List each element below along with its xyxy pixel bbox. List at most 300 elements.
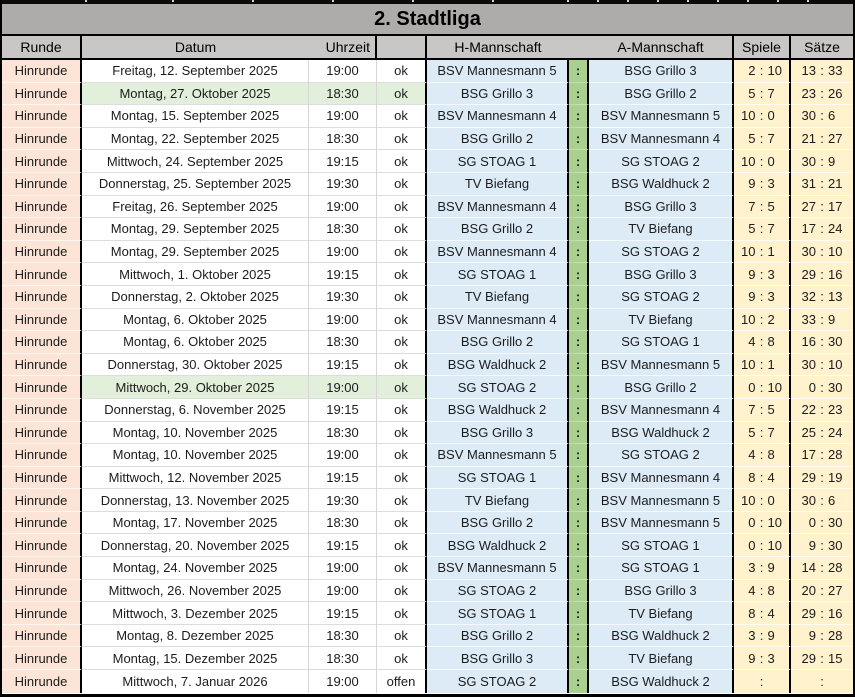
- round-cell[interactable]: Hinrunde: [2, 105, 82, 128]
- separator-cell[interactable]: :: [569, 263, 589, 286]
- sets-colon: :: [820, 492, 824, 508]
- status-cell[interactable]: ok: [377, 105, 427, 128]
- home-team-cell[interactable]: TV Biefang: [427, 173, 569, 196]
- time-cell[interactable]: 19:30: [309, 286, 377, 309]
- sets-score-cell[interactable]: [791, 647, 853, 670]
- games-colon: :: [759, 650, 764, 666]
- time-cell[interactable]: 18:30: [309, 128, 377, 151]
- home-team-cell[interactable]: SG STOAG 1: [427, 467, 569, 490]
- home-team-cell[interactable]: BSV Mannesmann 4: [427, 241, 569, 264]
- separator-cell[interactable]: :: [569, 150, 589, 173]
- status-cell[interactable]: ok: [377, 625, 427, 648]
- sets-score-cell[interactable]: [791, 83, 853, 106]
- games-score-cell[interactable]: [734, 670, 791, 693]
- home-team-cell[interactable]: BSG Grillo 3: [427, 422, 569, 445]
- games-score-cell[interactable]: [734, 331, 791, 354]
- away-team-cell[interactable]: BSV Mannesmann 4: [589, 128, 734, 151]
- sets-score-cell[interactable]: [791, 150, 853, 173]
- round-cell[interactable]: Hinrunde: [2, 557, 82, 580]
- home-team-cell[interactable]: SG STOAG 2: [427, 376, 569, 399]
- away-team-cell[interactable]: SG STOAG 1: [589, 534, 734, 557]
- sets-score-cell[interactable]: [791, 128, 853, 151]
- separator-cell[interactable]: :: [569, 670, 589, 693]
- time-cell[interactable]: 19:00: [309, 60, 377, 83]
- round-cell[interactable]: Hinrunde: [2, 196, 82, 219]
- status-cell[interactable]: ok: [377, 196, 427, 219]
- games-home: 9: [748, 289, 756, 305]
- time-cell[interactable]: 19:00: [309, 376, 377, 399]
- date-cell[interactable]: Montag, 6. Oktober 2025: [82, 331, 309, 354]
- sets-score-cell[interactable]: [791, 376, 853, 399]
- date-cell[interactable]: Montag, 22. September 2025: [82, 128, 309, 151]
- round-cell[interactable]: Hinrunde: [2, 150, 82, 173]
- home-team-cell[interactable]: BSG Waldhuck 2: [427, 354, 569, 377]
- away-team-cell[interactable]: BSV Mannesmann 5: [589, 489, 734, 512]
- games-colon: :: [759, 198, 764, 214]
- sets-score-cell[interactable]: [791, 512, 853, 535]
- date-cell[interactable]: Montag, 17. November 2025: [82, 512, 309, 535]
- round-cell[interactable]: Hinrunde: [2, 512, 82, 535]
- round-cell[interactable]: Hinrunde: [2, 422, 82, 445]
- date-cell[interactable]: Mittwoch, 12. November 2025: [82, 467, 309, 490]
- home-team-cell[interactable]: TV Biefang: [427, 489, 569, 512]
- round-cell[interactable]: Hinrunde: [2, 580, 82, 603]
- separator-cell[interactable]: :: [569, 196, 589, 219]
- sets-score-cell[interactable]: [791, 489, 853, 512]
- round-cell[interactable]: Hinrunde: [2, 60, 82, 83]
- time-cell[interactable]: 19:15: [309, 534, 377, 557]
- home-team-cell[interactable]: SG STOAG 2: [427, 580, 569, 603]
- sets-score: [791, 380, 853, 395]
- date-cell[interactable]: Donnerstag, 6. November 2025: [82, 399, 309, 422]
- games-away: 4: [767, 469, 775, 485]
- games-score-cell[interactable]: [734, 422, 791, 445]
- status-cell[interactable]: offen: [377, 670, 427, 693]
- away-team-cell[interactable]: SG STOAG 1: [589, 331, 734, 354]
- time-cell[interactable]: 19:00: [309, 309, 377, 332]
- games-score-cell[interactable]: [734, 286, 791, 309]
- separator-cell[interactable]: :: [569, 128, 589, 151]
- sets-score-cell[interactable]: [791, 399, 853, 422]
- round-cell[interactable]: Hinrunde: [2, 241, 82, 264]
- sets-score-cell[interactable]: [791, 444, 853, 467]
- sets-score-cell[interactable]: [791, 241, 853, 264]
- separator-cell[interactable]: :: [569, 512, 589, 535]
- date-cell[interactable]: Freitag, 26. September 2025: [82, 196, 309, 219]
- away-team-cell[interactable]: BSG Grillo 3: [589, 580, 734, 603]
- games-colon: :: [759, 379, 764, 395]
- status-cell[interactable]: ok: [377, 647, 427, 670]
- games-score: [734, 651, 789, 666]
- away-team-cell[interactable]: SG STOAG 2: [589, 150, 734, 173]
- home-team-cell[interactable]: BSV Mannesmann 5: [427, 444, 569, 467]
- column-header-datum[interactable]: Datum: [174, 39, 217, 55]
- home-team-cell[interactable]: TV Biefang: [427, 286, 569, 309]
- sets-score: [791, 176, 853, 191]
- games-home: 8: [748, 469, 756, 485]
- separator-cell[interactable]: :: [569, 602, 589, 625]
- games-colon: :: [759, 537, 764, 553]
- sets-score-cell[interactable]: [791, 218, 853, 241]
- time-cell[interactable]: 18:30: [309, 512, 377, 535]
- date-cell[interactable]: Montag, 29. September 2025: [82, 218, 309, 241]
- date-cell[interactable]: Donnerstag, 13. November 2025: [82, 489, 309, 512]
- status-cell[interactable]: ok: [377, 263, 427, 286]
- games-away: 5: [767, 402, 775, 418]
- sets-score: [791, 334, 853, 349]
- round-cell[interactable]: Hinrunde: [2, 602, 82, 625]
- separator-cell[interactable]: :: [569, 218, 589, 241]
- time-cell[interactable]: 19:15: [309, 354, 377, 377]
- away-team-cell[interactable]: BSG Waldhuck 2: [589, 173, 734, 196]
- time-cell[interactable]: 18:30: [309, 647, 377, 670]
- date-cell[interactable]: Freitag, 12. September 2025: [82, 60, 309, 83]
- separator-cell[interactable]: :: [569, 422, 589, 445]
- home-team-cell[interactable]: SG STOAG 1: [427, 263, 569, 286]
- status-cell[interactable]: ok: [377, 444, 427, 467]
- games-score-cell[interactable]: [734, 399, 791, 422]
- round-cell[interactable]: Hinrunde: [2, 286, 82, 309]
- status-cell[interactable]: ok: [377, 489, 427, 512]
- away-team-cell[interactable]: TV Biefang: [589, 602, 734, 625]
- games-score-cell[interactable]: [734, 376, 791, 399]
- separator-cell[interactable]: :: [569, 580, 589, 603]
- sets-score-cell[interactable]: [791, 286, 853, 309]
- sets-score-cell[interactable]: [791, 309, 853, 332]
- games-score-cell[interactable]: [734, 263, 791, 286]
- column-header-saetze[interactable]: Sätze: [804, 39, 840, 55]
- round-cell[interactable]: Hinrunde: [2, 263, 82, 286]
- separator-cell[interactable]: :: [569, 489, 589, 512]
- round-cell[interactable]: Hinrunde: [2, 647, 82, 670]
- status-cell[interactable]: ok: [377, 150, 427, 173]
- sets-score-cell[interactable]: [791, 354, 853, 377]
- sets-score-cell[interactable]: [791, 105, 853, 128]
- separator-cell[interactable]: :: [569, 286, 589, 309]
- date-cell[interactable]: Donnerstag, 2. Oktober 2025: [82, 286, 309, 309]
- games-score-cell[interactable]: [734, 580, 791, 603]
- round-cell[interactable]: Hinrunde: [2, 128, 82, 151]
- time-cell[interactable]: 19:00: [309, 196, 377, 219]
- status-cell[interactable]: ok: [377, 354, 427, 377]
- status-cell[interactable]: ok: [377, 602, 427, 625]
- time-cell[interactable]: 19:15: [309, 263, 377, 286]
- away-team-cell[interactable]: BSG Grillo 2: [589, 83, 734, 106]
- separator-cell[interactable]: :: [569, 173, 589, 196]
- sets-score-cell[interactable]: [791, 670, 853, 693]
- away-team-cell[interactable]: SG STOAG 2: [589, 286, 734, 309]
- date-cell[interactable]: Mittwoch, 24. September 2025: [82, 150, 309, 173]
- away-team-cell[interactable]: BSV Mannesmann 5: [589, 354, 734, 377]
- away-team-cell[interactable]: TV Biefang: [589, 647, 734, 670]
- sets-score-cell[interactable]: [791, 467, 853, 490]
- games-home: 3: [748, 628, 756, 644]
- games-score-cell[interactable]: [734, 354, 791, 377]
- away-team-cell[interactable]: BSG Grillo 3: [589, 263, 734, 286]
- away-team-cell[interactable]: BSV Mannesmann 4: [589, 467, 734, 490]
- away-team-cell[interactable]: TV Biefang: [589, 218, 734, 241]
- column-header-h-mannschaft[interactable]: H-Mannschaft: [454, 39, 542, 55]
- sets-score-cell[interactable]: [791, 60, 853, 83]
- games-score-cell[interactable]: [734, 444, 791, 467]
- games-score-cell[interactable]: [734, 602, 791, 625]
- separator-cell[interactable]: :: [569, 309, 589, 332]
- home-team-cell[interactable]: BSV Mannesmann 4: [427, 105, 569, 128]
- sets-colon: :: [820, 198, 824, 214]
- status-cell[interactable]: ok: [377, 173, 427, 196]
- sets-colon: :: [820, 85, 824, 101]
- games-score-cell[interactable]: [734, 150, 791, 173]
- home-team-cell[interactable]: BSG Grillo 2: [427, 512, 569, 535]
- home-team-cell[interactable]: SG STOAG 2: [427, 670, 569, 693]
- games-home: 10: [741, 492, 756, 508]
- sets-score-cell[interactable]: [791, 331, 853, 354]
- time-cell[interactable]: 19:00: [309, 241, 377, 264]
- status-cell[interactable]: ok: [377, 286, 427, 309]
- title-cell[interactable]: [2, 4, 853, 36]
- round-cell[interactable]: Hinrunde: [2, 534, 82, 557]
- sets-score-cell[interactable]: [791, 580, 853, 603]
- home-team-cell[interactable]: BSV Mannesmann 5: [427, 60, 569, 83]
- games-score-cell[interactable]: [734, 241, 791, 264]
- games-home: 5: [748, 131, 756, 147]
- time-cell[interactable]: 19:15: [309, 467, 377, 490]
- sets-colon: :: [820, 582, 824, 598]
- time-cell[interactable]: 18:30: [309, 331, 377, 354]
- separator-cell[interactable]: :: [569, 331, 589, 354]
- round-cell[interactable]: Hinrunde: [2, 376, 82, 399]
- date-cell[interactable]: Montag, 29. September 2025: [82, 241, 309, 264]
- home-team-cell[interactable]: BSG Waldhuck 2: [427, 399, 569, 422]
- time-cell[interactable]: 18:30: [309, 422, 377, 445]
- away-team-cell[interactable]: BSG Grillo 3: [589, 60, 734, 83]
- separator-cell[interactable]: :: [569, 467, 589, 490]
- games-score: [734, 402, 789, 417]
- separator-cell[interactable]: :: [569, 376, 589, 399]
- games-score-cell[interactable]: [734, 218, 791, 241]
- round-cell[interactable]: Hinrunde: [2, 467, 82, 490]
- separator-cell[interactable]: :: [569, 625, 589, 648]
- separator-cell[interactable]: :: [569, 557, 589, 580]
- games-score: [734, 154, 789, 169]
- sets-score-cell[interactable]: [791, 263, 853, 286]
- round-cell[interactable]: Hinrunde: [2, 399, 82, 422]
- sets-score-cell[interactable]: [791, 173, 853, 196]
- separator-cell[interactable]: :: [569, 354, 589, 377]
- status-cell[interactable]: ok: [377, 128, 427, 151]
- status-cell[interactable]: ok: [377, 83, 427, 106]
- home-team-cell[interactable]: BSG Grillo 2: [427, 625, 569, 648]
- column-header-status[interactable]: [377, 36, 427, 58]
- time-cell[interactable]: 18:30: [309, 625, 377, 648]
- sets-score-cell[interactable]: [791, 534, 853, 557]
- home-team-cell[interactable]: SG STOAG 1: [427, 150, 569, 173]
- away-team-cell[interactable]: BSG Waldhuck 2: [589, 422, 734, 445]
- games-score-cell[interactable]: [734, 534, 791, 557]
- table-row: [2, 241, 853, 264]
- date-cell[interactable]: Montag, 15. Dezember 2025: [82, 647, 309, 670]
- sets-score: [791, 108, 853, 123]
- time-cell[interactable]: 19:15: [309, 602, 377, 625]
- games-score-cell[interactable]: [734, 83, 791, 106]
- round-cell[interactable]: Hinrunde: [2, 331, 82, 354]
- date-cell[interactable]: Mittwoch, 29. Oktober 2025: [82, 376, 309, 399]
- round-cell[interactable]: Hinrunde: [2, 83, 82, 106]
- round-cell[interactable]: Hinrunde: [2, 173, 82, 196]
- games-away: 5: [767, 198, 775, 214]
- home-team-cell[interactable]: SG STOAG 1: [427, 602, 569, 625]
- separator-cell[interactable]: :: [569, 83, 589, 106]
- games-score-cell[interactable]: [734, 309, 791, 332]
- away-team-cell[interactable]: TV Biefang: [589, 309, 734, 332]
- sets-score-cell[interactable]: [791, 196, 853, 219]
- games-score-cell[interactable]: [734, 489, 791, 512]
- date-cell[interactable]: Mittwoch, 1. Oktober 2025: [82, 263, 309, 286]
- status-cell[interactable]: ok: [377, 467, 427, 490]
- sets-home: 20: [801, 582, 816, 598]
- games-score-cell[interactable]: [734, 196, 791, 219]
- date-cell[interactable]: Donnerstag, 20. November 2025: [82, 534, 309, 557]
- round-cell[interactable]: Hinrunde: [2, 444, 82, 467]
- away-team-cell[interactable]: BSV Mannesmann 4: [589, 399, 734, 422]
- away-team-cell[interactable]: BSG Waldhuck 2: [589, 670, 734, 693]
- separator-cell[interactable]: :: [569, 105, 589, 128]
- round-cell[interactable]: Hinrunde: [2, 354, 82, 377]
- status-cell[interactable]: ok: [377, 580, 427, 603]
- games-score-cell[interactable]: [734, 105, 791, 128]
- separator-cell[interactable]: :: [569, 534, 589, 557]
- round-cell[interactable]: Hinrunde: [2, 489, 82, 512]
- column-header-runde[interactable]: Runde: [2, 36, 82, 58]
- status-cell[interactable]: ok: [377, 512, 427, 535]
- time-cell[interactable]: 19:00: [309, 670, 377, 693]
- home-team-cell[interactable]: BSG Grillo 2: [427, 218, 569, 241]
- date-cell[interactable]: Montag, 15. September 2025: [82, 105, 309, 128]
- home-team-cell[interactable]: BSG Grillo 2: [427, 331, 569, 354]
- games-score-cell[interactable]: [734, 647, 791, 670]
- status-cell[interactable]: ok: [377, 331, 427, 354]
- date-cell[interactable]: Montag, 27. Oktober 2025: [82, 83, 309, 106]
- games-score-cell[interactable]: [734, 625, 791, 648]
- games-colon: :: [759, 492, 764, 508]
- games-away: 9: [767, 628, 775, 644]
- sets-score: [791, 289, 853, 304]
- time-cell[interactable]: 19:00: [309, 105, 377, 128]
- games-score: [734, 176, 789, 191]
- separator-cell[interactable]: :: [569, 399, 589, 422]
- column-header-a-mannschaft[interactable]: A-Mannschaft: [589, 36, 734, 58]
- separator-cell[interactable]: :: [569, 241, 589, 264]
- away-team-cell[interactable]: SG STOAG 2: [589, 444, 734, 467]
- sets-colon: :: [820, 221, 824, 237]
- sets-score: [791, 63, 853, 78]
- table-row: [2, 376, 853, 399]
- date-cell[interactable]: Montag, 8. Dezember 2025: [82, 625, 309, 648]
- status-cell[interactable]: ok: [377, 241, 427, 264]
- away-team-cell[interactable]: BSV Mannesmann 5: [589, 105, 734, 128]
- time-cell[interactable]: 19:15: [309, 150, 377, 173]
- date-cell[interactable]: Donnerstag, 30. Oktober 2025: [82, 354, 309, 377]
- sets-score-cell[interactable]: [791, 557, 853, 580]
- sets-score-cell[interactable]: [791, 625, 853, 648]
- date-cell[interactable]: Mittwoch, 3. Dezember 2025: [82, 602, 309, 625]
- time-cell[interactable]: 18:30: [309, 218, 377, 241]
- time-cell[interactable]: 18:30: [309, 83, 377, 106]
- sets-home: 30: [801, 108, 816, 124]
- sets-home: 30: [801, 153, 816, 169]
- separator-cell[interactable]: :: [569, 444, 589, 467]
- time-cell[interactable]: 19:00: [309, 557, 377, 580]
- sets-score-cell[interactable]: [791, 602, 853, 625]
- games-score-cell[interactable]: [734, 557, 791, 580]
- away-team-cell[interactable]: SG STOAG 1: [589, 557, 734, 580]
- home-team-cell[interactable]: BSV Mannesmann 4: [427, 196, 569, 219]
- time-cell[interactable]: 19:00: [309, 580, 377, 603]
- home-team-cell[interactable]: BSV Mannesmann 5: [427, 557, 569, 580]
- status-cell[interactable]: ok: [377, 218, 427, 241]
- away-team-cell[interactable]: BSV Mannesmann 5: [589, 512, 734, 535]
- column-header-separator[interactable]: [569, 36, 589, 58]
- date-cell[interactable]: Montag, 24. November 2025: [82, 557, 309, 580]
- home-team-cell[interactable]: BSG Grillo 3: [427, 83, 569, 106]
- sets-score-cell[interactable]: [791, 422, 853, 445]
- sets-score: [791, 357, 853, 372]
- time-cell[interactable]: 19:30: [309, 489, 377, 512]
- games-score-cell[interactable]: [734, 128, 791, 151]
- round-cell[interactable]: Hinrunde: [2, 670, 82, 693]
- away-team-cell[interactable]: BSG Grillo 2: [589, 376, 734, 399]
- sets-colon: :: [820, 357, 824, 373]
- sets-home: 17: [801, 447, 816, 463]
- away-team-cell[interactable]: SG STOAG 2: [589, 241, 734, 264]
- column-header-spiele[interactable]: Spiele: [734, 36, 791, 58]
- status-cell[interactable]: ok: [377, 309, 427, 332]
- sets-away: 24: [828, 424, 843, 440]
- time-cell[interactable]: 19:30: [309, 173, 377, 196]
- away-team-cell[interactable]: BSG Grillo 3: [589, 196, 734, 219]
- games-score-cell[interactable]: [734, 512, 791, 535]
- date-cell[interactable]: Donnerstag, 25. September 2025: [82, 173, 309, 196]
- status-cell[interactable]: ok: [377, 557, 427, 580]
- date-cell[interactable]: Montag, 6. Oktober 2025: [82, 309, 309, 332]
- round-cell[interactable]: Hinrunde: [2, 218, 82, 241]
- separator-cell[interactable]: :: [569, 60, 589, 83]
- date-cell[interactable]: Montag, 10. November 2025: [82, 444, 309, 467]
- date-cell[interactable]: Mittwoch, 7. Januar 2026: [82, 670, 309, 693]
- status-cell[interactable]: ok: [377, 534, 427, 557]
- status-cell[interactable]: ok: [377, 376, 427, 399]
- round-cell[interactable]: Hinrunde: [2, 309, 82, 332]
- date-cell[interactable]: Montag, 10. November 2025: [82, 422, 309, 445]
- status-cell[interactable]: ok: [377, 399, 427, 422]
- away-team-cell[interactable]: BSG Waldhuck 2: [589, 625, 734, 648]
- column-header-uhrzeit[interactable]: Uhrzeit: [309, 36, 377, 58]
- home-team-cell[interactable]: BSV Mannesmann 4: [427, 309, 569, 332]
- games-score-cell[interactable]: [734, 173, 791, 196]
- status-cell[interactable]: ok: [377, 60, 427, 83]
- home-team-cell[interactable]: BSG Grillo 3: [427, 647, 569, 670]
- time-cell[interactable]: 19:15: [309, 399, 377, 422]
- time-cell[interactable]: 19:00: [309, 444, 377, 467]
- home-team-cell[interactable]: BSG Grillo 2: [427, 128, 569, 151]
- home-team-cell[interactable]: BSG Waldhuck 2: [427, 534, 569, 557]
- status-cell[interactable]: ok: [377, 422, 427, 445]
- separator-cell[interactable]: :: [569, 647, 589, 670]
- date-cell[interactable]: Mittwoch, 26. November 2025: [82, 580, 309, 603]
- games-score-cell[interactable]: [734, 60, 791, 83]
- round-cell[interactable]: Hinrunde: [2, 625, 82, 648]
- games-score-cell[interactable]: [734, 467, 791, 490]
